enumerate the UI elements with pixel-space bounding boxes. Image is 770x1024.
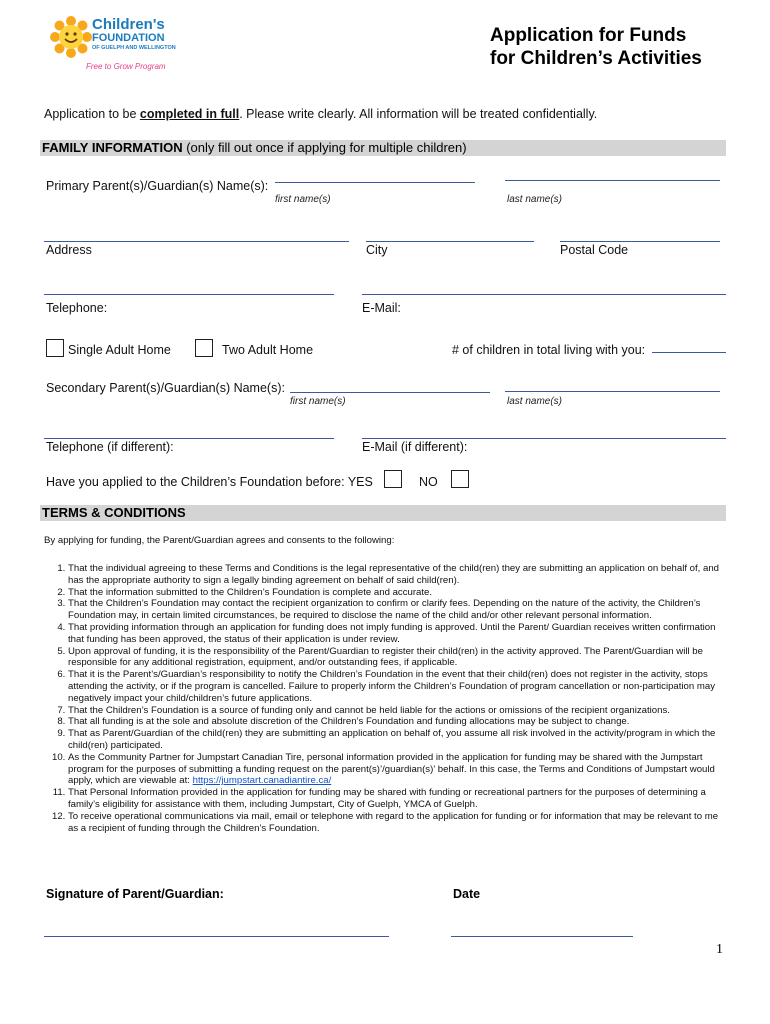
email-diff-label: E-Mail (if different): [362,440,468,454]
postal-code-field[interactable] [560,241,720,242]
applied-no-checkbox[interactable] [451,470,469,488]
logo-tagline: Free to Grow Program [86,62,166,71]
applied-yes-checkbox[interactable] [384,470,402,488]
logo-line3: OF GUELPH AND WELLINGTON [92,45,176,51]
secondary-last-name-caption: last name(s) [507,396,563,407]
two-adult-home-label: Two Adult Home [222,343,314,357]
logo-line2: FOUNDATION [92,32,165,44]
primary-first-name-field[interactable] [275,182,475,183]
sun-logo-icon [50,16,92,58]
terms-list [40,563,730,834]
family-header-bold: FAMILY INFORMATION [42,140,183,155]
terms-item-10 [68,752,730,787]
terms-section-header: TERMS & CONDITIONS [42,505,186,520]
telephone-diff-field[interactable] [44,438,334,439]
two-adult-home-checkbox[interactable] [195,339,213,357]
secondary-parent-label: Secondary Parent(s)/Guardian(s) Name(s): [46,381,285,395]
logo-line1: Children's [92,16,165,33]
page-number: 1 [716,942,723,957]
email-label: E-Mail: [362,301,401,315]
logo [48,14,198,74]
single-adult-home-checkbox[interactable] [46,339,64,357]
jumpstart-link[interactable]: https://jumpstart.canadiantire.ca/ [192,775,332,787]
primary-last-name-caption: last name(s) [507,194,563,205]
postal-code-label: Postal Code [560,243,629,257]
date-field[interactable] [451,936,633,937]
intro-suffix: . Please write clearly. All information will be treated confidentially. [239,107,598,121]
secondary-first-name-field[interactable] [290,392,490,393]
city-field[interactable] [366,241,534,242]
intro-prefix: Application to be [44,107,140,121]
primary-first-name-caption: first name(s) [275,194,331,205]
terms-item-9: 9. That as Parent/Guardian of the child(ren) they are submitting an application on behalf of, you assume all risk involved in the activity/program in which the child(ren) participated. [68,728,730,752]
telephone-label: Telephone: [46,301,108,315]
family-section-header [42,140,467,156]
terms-item-2: 2. That the information submitted to the Children’s Foundation is complete and accurate. [68,587,730,599]
telephone-field[interactable] [44,294,334,295]
address-label: Address [46,243,92,257]
terms-intro: By applying for funding, the Parent/Guardian agrees and consents to the following: [44,535,395,546]
secondary-last-name-field[interactable] [505,391,720,392]
single-adult-home-label: Single Adult Home [68,343,171,357]
terms-item-3: 3. That the Children’s Foundation may contact the recipient organization to confirm or clarify fees. Depending on the nature of the activity, the Children’s Foundation may, in certain limited circumstances, be required to disclose the name of the child and/or other relevant personal information. [68,598,730,622]
signature-field[interactable] [44,936,389,937]
terms-item-4: 4. That providing information through an application for funding does not imply funding is approved. Until the Parent/ Guardian receives written confirmation that funding has been approved, the status of their application is under review. [68,622,730,646]
date-label: Date [453,887,481,901]
email-field[interactable] [362,294,726,295]
signature-label: Signature of Parent/Guardian: [46,887,224,901]
applied-before-label: Have you applied to the Children’s Foundation before: YES [46,475,373,489]
terms-item-11: 11. That Personal Information provided in the application for funding may be shared with funding or recreational partners for the purposes of determining a family’s eligibility for assistance with them, including Jumpstart, City of Guelph, YMCA of Guelph. [68,787,730,811]
page-title [490,24,702,70]
terms-item-7: 7. That the Children’s Foundation is a source of funding only and cannot be held liable for the actions or omissions of the recipient organizations. [68,705,730,717]
city-label: City [366,243,388,257]
terms-item-6: 6. That it is the Parent’s/Guardian’s responsibility to notify the Children’s Foundation in the event that their child(ren) does not register in the activity, stops attending the activity, or if the program is cancelled. Failure to properly inform the Children’s Foundation of program cancellation or non-participation may negatively impact your child/children’s future applications. [68,669,730,704]
intro-text [44,107,597,121]
terms-item-8: 8. That all funding is at the sole and absolute discretion of the Children’s Foundation and funding allocations may be subject to change. [68,716,730,728]
email-diff-field[interactable] [362,438,726,439]
terms-item-1: 1. That the individual agreeing to these Terms and Conditions is the legal representative of the child(ren) they are submitting an application on behalf of, and has the appropriate authority to sign a legally binding agreement on behalf of said child(ren). [68,563,730,587]
primary-last-name-field[interactable] [505,180,720,181]
telephone-diff-label: Telephone (if different): [46,440,174,454]
terms-item-10-text: As the Community Partner for Jumpstart Canadian Tire, personal information provided in the application for funding may be shared with the Jumpstart program for the purposes of submitting a funding request on the parent(s)’/guardian(s)’ behalf. In this case, the Terms and Conditions of Jumpstart would apply, which are viewable at: [68,751,715,787]
children-count-field[interactable] [652,352,726,353]
family-header-rest: (only fill out once if applying for multiple children) [182,140,467,155]
terms-item-12: 12. To receive operational communications via mail, email or telephone with regard to the application for funding or for information that may be relevant to me as a recipient of funding through the Children’s Foundation. [68,811,730,835]
intro-emph: completed in full [139,107,240,121]
applied-no-label: NO [419,475,438,489]
title-line2: for Children’s Activities [490,48,702,69]
children-count-label: # of children in total living with you: [452,343,646,357]
secondary-first-name-caption: first name(s) [290,396,346,407]
address-field[interactable] [44,241,349,242]
title-line1: Application for Funds [490,25,687,46]
terms-item-5: 5. Upon approval of funding, it is the responsibility of the Parent/Guardian to register their child(ren) in the activity approved. The Parent/Guardian will be responsible for any additional registration, equipment, and/or outstanding fees, if applicable. [68,646,730,670]
primary-parent-label: Primary Parent(s)/Guardian(s) Name(s): [46,179,269,193]
